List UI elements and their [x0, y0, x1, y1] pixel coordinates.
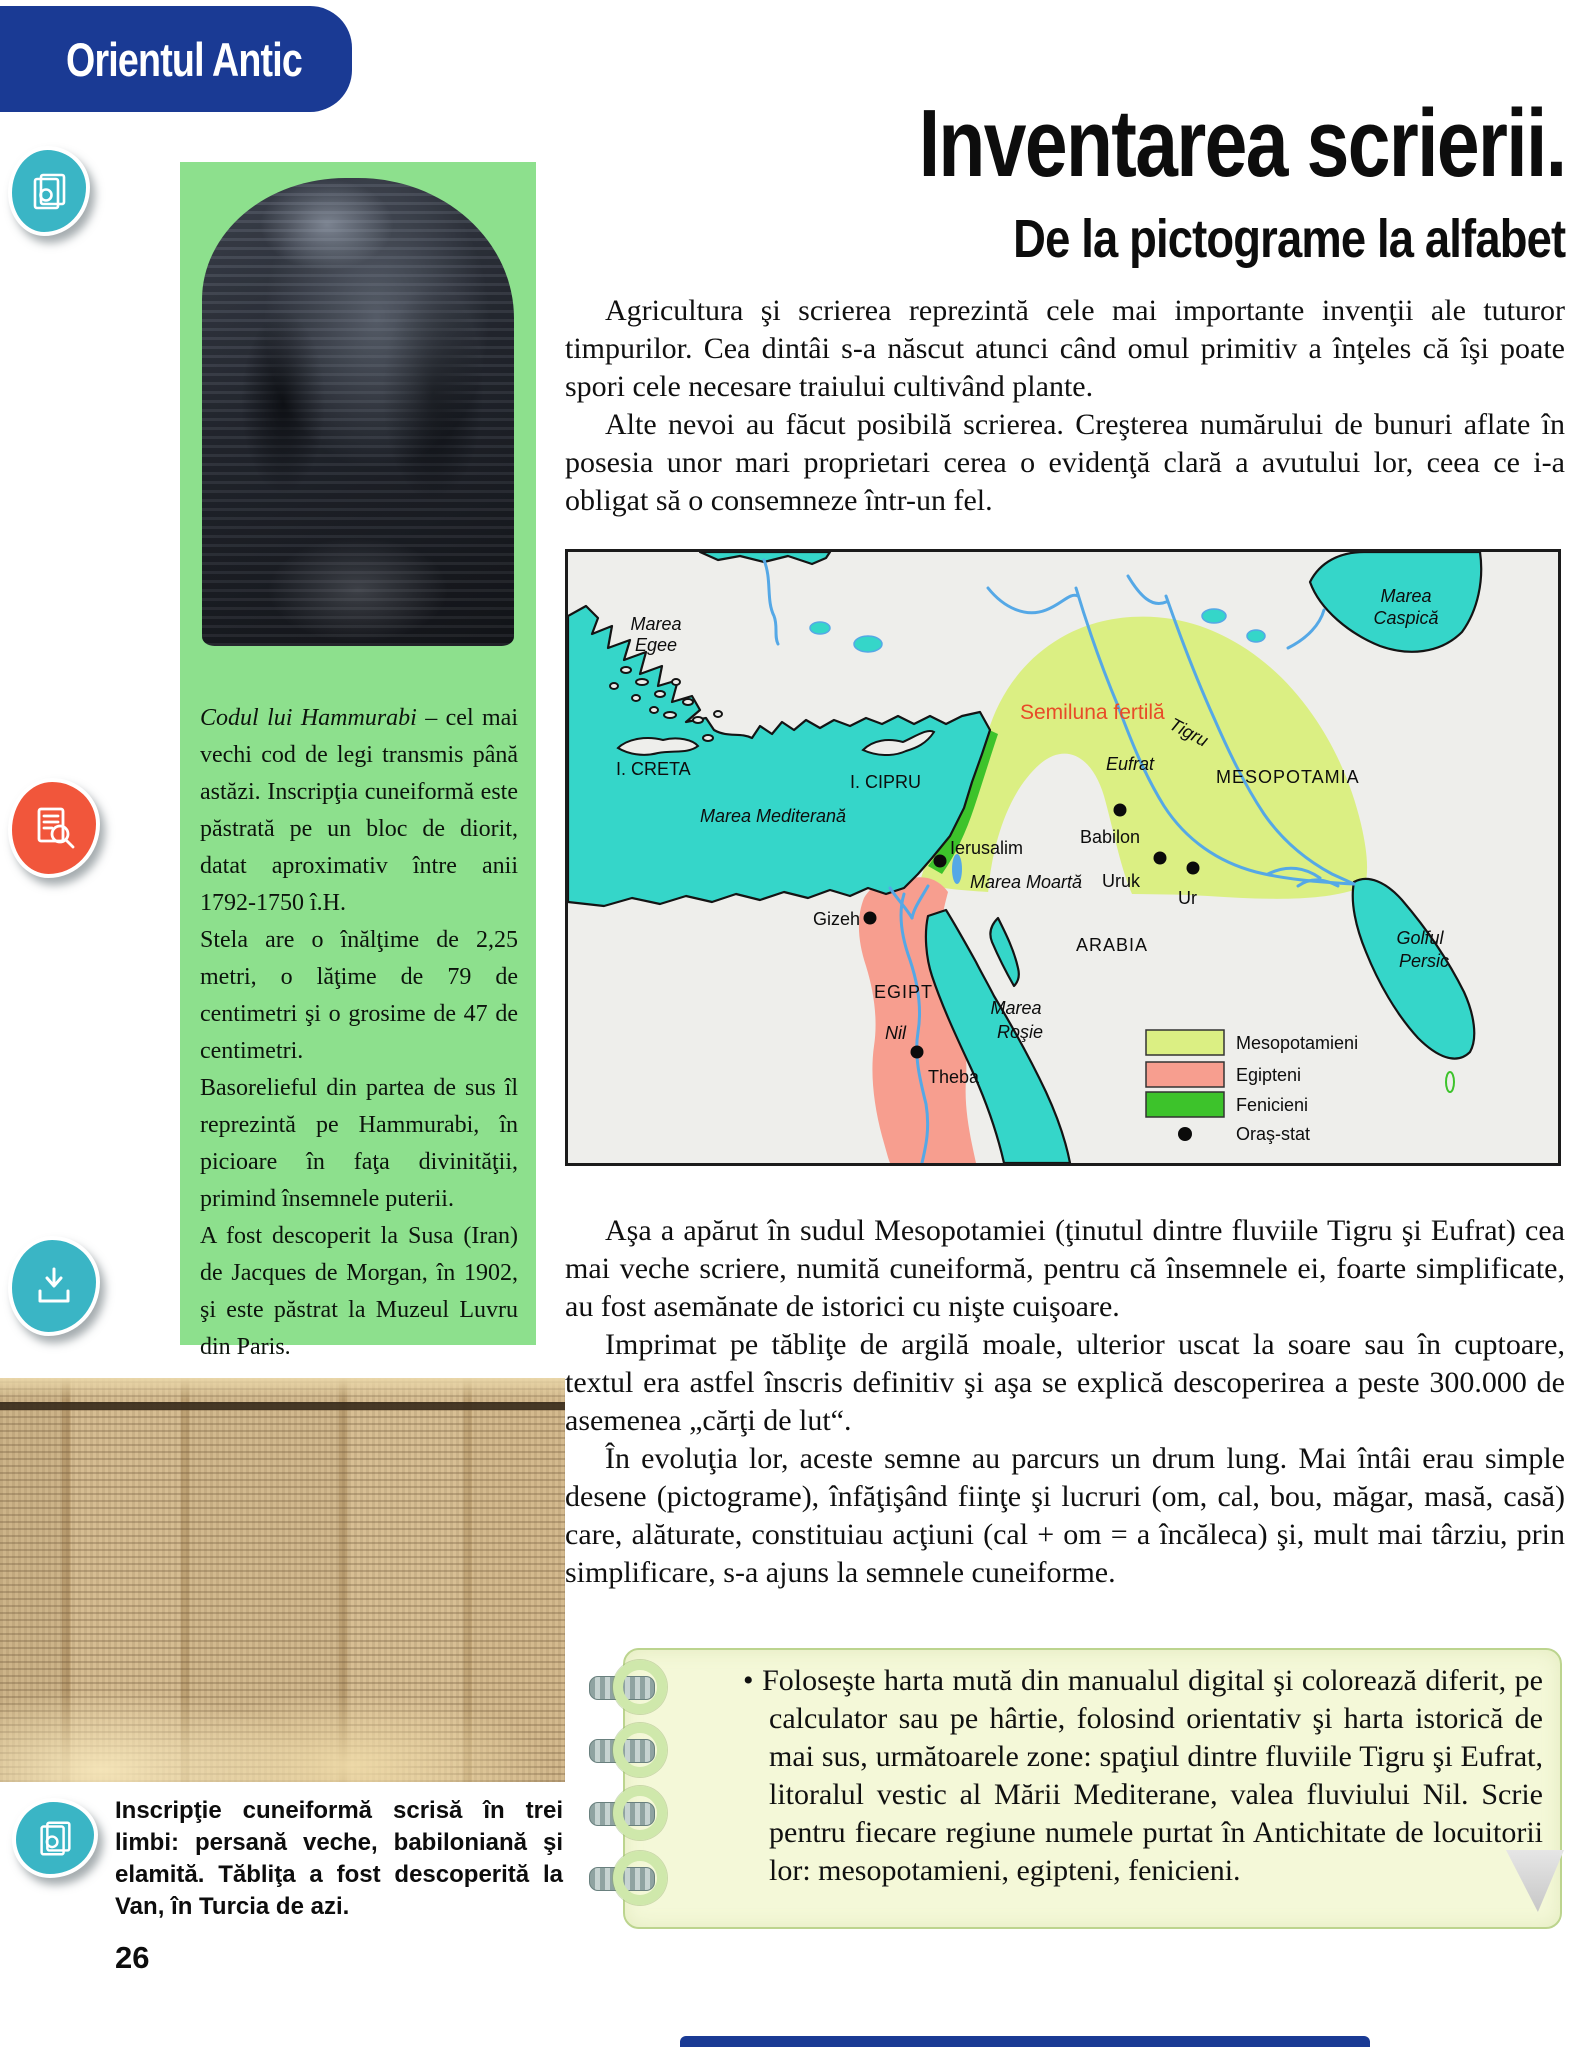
label-marea-rosie: Marea — [990, 998, 1042, 1018]
paragraph: În evoluţia lor, aceste semne au parcurs un drum lung. Mai întâi erau simple desene (pictograme), înfăţişând fiinţe şi lucruri (om, cal, bou, măgar, masă, casă) care, alăturate, constituiau acţiuni (cal + om = a încăleca) şi, mult mai târziu, prin simplificare, s-a ajuns la semnele cuneiforme. — [565, 1442, 1565, 1589]
spiral-ring — [613, 1660, 667, 1714]
legend-label-oras-stat: Oraş-stat — [1236, 1124, 1311, 1144]
zoom-document-icon[interactable] — [8, 778, 100, 878]
photos-icon[interactable] — [8, 146, 90, 236]
caption-paragraph: A fost descoperit la Susa (Iran) de Jacques de Morgan, în 1902, şi este păstrat la Muzeul Luvru din Paris. — [200, 1223, 518, 1360]
section-header-band — [0, 6, 352, 112]
label-golful-persic: Golful — [1396, 928, 1444, 948]
label-theba: Theba — [928, 1067, 980, 1087]
label-egipt: EGIPT — [874, 982, 934, 1002]
label-ur: Ur — [1178, 888, 1197, 908]
paragraph: Agricultura şi scrierea reprezintă cele mai importante invenţii ale tuturor timpurilor. Cea dintâi s-a născut atunci când omul primitiv a înţeles că îşi poate spori cele necesare traiului cultivând plante. — [565, 294, 1565, 403]
download-icon[interactable] — [8, 1236, 100, 1336]
paragraph: Imprimat pe tăbliţe de argilă moale, ulterior uscat la soare sau în cuptoare, textul era astfel înscris definitiv şi aşa se explică descoperirea a peste 300.000 de asemenea „cărţi de lut“. — [565, 1328, 1565, 1437]
bullet-glyph: • — [743, 1664, 754, 1697]
spiral-ring — [613, 1786, 667, 1840]
label-marea-caspica-2: Caspică — [1373, 608, 1439, 628]
label-marea-egee-2: Egee — [634, 635, 678, 655]
label-semiluna-fertila: Semiluna fertilă — [1020, 701, 1165, 724]
page-subtitle-text: De la pictograme la alfabet — [1012, 209, 1565, 269]
fertile-crescent-map — [565, 549, 1561, 1166]
cuneiform-caption: Inscripţie cuneiformă scrisă în trei limbi: persană veche, babiloniană şi elamită. Tăbliţa a fost descoperită la Van, în Turcia de azi. — [115, 1797, 563, 1920]
label-golful-persic-2: Persic — [1398, 951, 1450, 971]
legend-label-mesopotamieni: Mesopotamieni — [1236, 1033, 1359, 1053]
cuneiform-inscription-image — [0, 1378, 565, 1782]
label-ierusalim: Ierusalim — [950, 838, 1024, 858]
label-nil: Nil — [885, 1023, 906, 1043]
caption-paragraph: Basorelieful din partea de sus îl reprezintă pe Hammurabi, în picioare în faţa divinităţii, primind însemnele puterii. — [200, 1075, 518, 1212]
hammurabi-caption-lead: Codul lui Hammurabi — [200, 705, 417, 731]
hammurabi-stele-image — [202, 178, 514, 646]
label-i-cipru: I. CIPRU — [850, 772, 922, 792]
intro-paragraphs — [565, 292, 1565, 520]
body-paragraphs — [565, 1212, 1565, 1592]
label-gizeh: Gizeh — [812, 909, 860, 929]
label-i-creta: I. CRETA — [616, 759, 691, 779]
activity-item-text: Foloseşte harta mută din manualul digital şi colorează diferit, pe calculator sau pe hârtie, folosind orientativ şi harta istorică de mai sus, următoarele zone: spaţiul dintre fluviile Tigru şi Eufrat, litoralul vestic al Mării Mediterane, valea fluviului Nil. Scrie pentru fiecare regiune numele purtat în Antichitate de locuitorii lor: mesopotamieni, egipteni, fenicieni. — [762, 1664, 1544, 1887]
label-marea-rosie-2: Roşie — [996, 1022, 1044, 1042]
label-uruk: Uruk — [1102, 871, 1141, 891]
label-babilon: Babilon — [1080, 827, 1141, 847]
hammurabi-caption-rest: – cel mai vechi cod de legi transmis până astăzi. Inscripţia cuneiformă este păstrată pe un bloc de diorit, datat aproximativ între anii 1792-1750 î.H. — [200, 705, 518, 916]
photos-icon-2[interactable] — [12, 1798, 98, 1878]
legend-label-egipteni: Egipteni — [1236, 1065, 1302, 1085]
legend-swatch-egipteni — [1146, 1062, 1224, 1087]
page-number: 26 — [115, 1940, 150, 1975]
label-arabia: ARABIA — [1076, 935, 1149, 955]
legend-dot-oras-stat — [1178, 1127, 1192, 1141]
activity-item — [743, 1662, 1543, 1890]
legend-swatch-mesopotamieni — [1146, 1030, 1224, 1055]
label-tigru: Tigru — [1166, 713, 1212, 751]
map-legend — [1146, 1030, 1358, 1144]
label-marea-mediterana: Marea Mediterană — [699, 806, 847, 826]
spiral-ring — [613, 1851, 667, 1905]
gulf-island — [1446, 1072, 1454, 1092]
section-title: Orientul Antic — [66, 32, 302, 86]
map-canvas — [568, 552, 1558, 1163]
legend-swatch-fenicieni — [1146, 1092, 1224, 1117]
activity-text — [743, 1662, 1543, 1890]
spiral-ring — [613, 1723, 667, 1777]
paragraph: Aşa a apărut în sudul Mesopotamiei (ţinutul dintre fluviile Tigru şi Eufrat) cea mai veche scriere, numită cuneiformă, pentru că însemnele ei, foarte simplificate, au fost asemănate de istorici cu nişte cuişoare. — [565, 1214, 1565, 1323]
dead-sea-shape — [952, 854, 962, 884]
page-title — [465, 90, 1565, 197]
caption-paragraph: Stela are o înălţime de 2,25 metri, o lăţime de 79 de centimetri şi o grosime de 47 de centimetri. — [200, 927, 518, 1064]
page-subtitle — [465, 209, 1565, 269]
caption-paragraph — [200, 700, 518, 922]
label-marea-caspica: Marea — [1380, 586, 1432, 606]
label-marea-egee: Marea — [630, 614, 682, 634]
legend-label-fenicieni: Fenicieni — [1236, 1095, 1309, 1115]
label-eufrat: Eufrat — [1106, 754, 1155, 774]
hammurabi-caption — [200, 700, 518, 1366]
page-title-text: Inventarea scrierii. — [918, 90, 1565, 197]
section-footer-bar — [680, 2036, 1370, 2047]
label-mesopotamia: MESOPOTAMIA — [1216, 767, 1360, 787]
label-marea-moarta: Marea Moartă — [970, 872, 1083, 892]
paragraph: Alte nevoi au făcut posibilă scrierea. Creşterea numărului de bunuri aflate în posesia unor mari proprietari cerea o evidenţă clară a avutului lor, ceea ce i-a obligat să o consemneze într-un fel. — [565, 408, 1565, 517]
